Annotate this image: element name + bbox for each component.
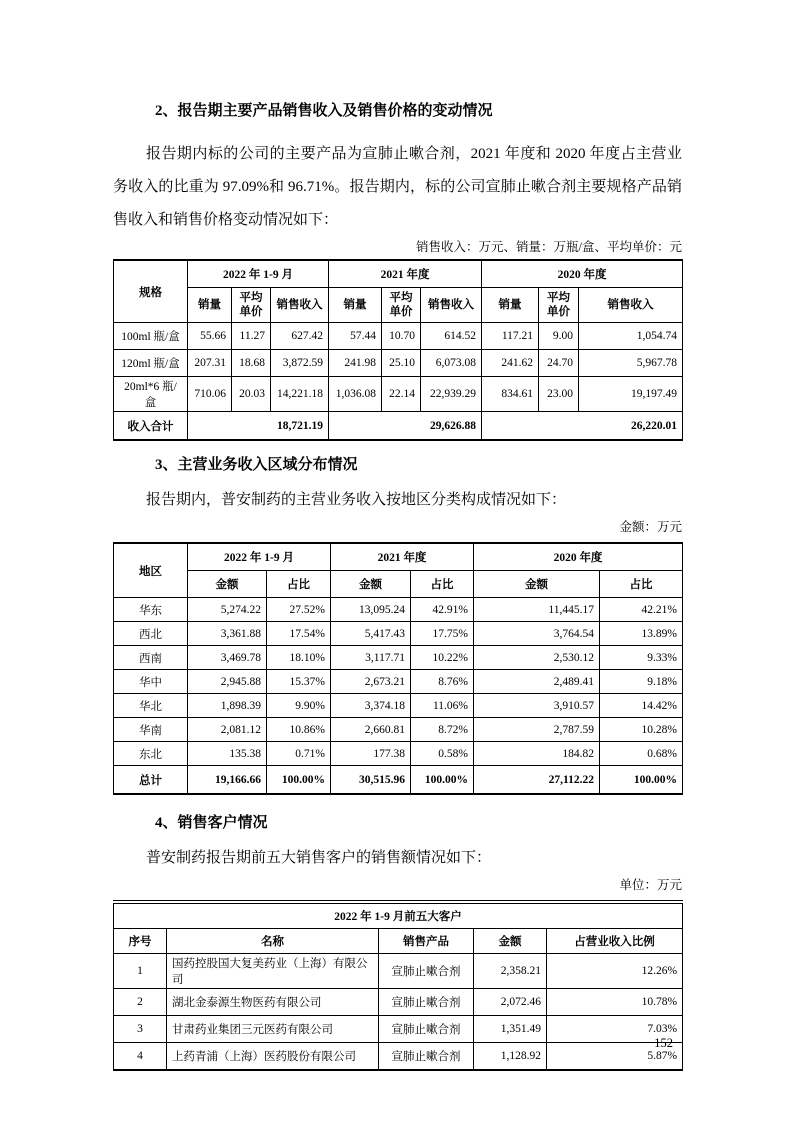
sub-header: 占比 xyxy=(600,571,683,598)
table-row xyxy=(114,598,683,622)
table-cell: 2,787.59 xyxy=(474,718,600,742)
table-cell: 207.31 xyxy=(188,350,232,377)
table-cell: 834.61 xyxy=(482,377,539,412)
total-value: 18,721.19 xyxy=(188,412,329,441)
table-cell: 甘肃药业集团三元医药有限公司 xyxy=(167,1016,379,1043)
column-header: 序号 xyxy=(114,929,167,954)
table-header-row xyxy=(114,543,683,571)
sub-header: 占比 xyxy=(411,571,474,598)
table-cell: 14,221.18 xyxy=(271,377,329,412)
table-cell: 184.82 xyxy=(474,742,600,766)
total-value: 26,220.01 xyxy=(482,412,683,441)
table-cell: 东北 xyxy=(114,742,188,766)
column-header: 地区 xyxy=(114,543,188,598)
table-cell: 2 xyxy=(114,989,167,1016)
section-heading-customers: 4、销售客户情况 xyxy=(155,815,268,831)
table-cell: 国药控股国大复美药业（上海）有限公司 xyxy=(167,954,379,989)
table-cell: 12.26% xyxy=(547,954,683,989)
table-cell: 42.91% xyxy=(411,598,474,622)
sub-header: 平均单价 xyxy=(539,288,579,323)
column-header: 占营业收入比例 xyxy=(547,929,683,954)
total-value: 27,112.22 xyxy=(474,766,600,795)
unit-note-customers: 单位：万元 xyxy=(619,878,682,892)
table-cell: 0.71% xyxy=(267,742,331,766)
table-cell: 10.70 xyxy=(382,323,421,350)
table-cell: 120ml 瓶/盒 xyxy=(114,350,188,377)
table-cell: 27.52% xyxy=(267,598,331,622)
table-cell: 1,036.08 xyxy=(329,377,382,412)
paragraph-products: 报告期内标的公司的主要产品为宣肺止嗽合剂，2021 年度和 2020 年度占主营业务收入的比重为 97.09%和 96.71%。报告期内，标的公司宣肺止嗽合剂主要规格产品销售收入和销售价格变动情况如下： xyxy=(113,146,682,228)
table-cell: 宣肺止嗽合剂 xyxy=(379,1043,474,1071)
sub-header: 销量 xyxy=(329,288,382,323)
table-cell: 24.70 xyxy=(539,350,579,377)
unit-note-regions: 金额：万元 xyxy=(619,520,682,534)
table-cell: 23.00 xyxy=(539,377,579,412)
sub-header: 销售收入 xyxy=(421,288,482,323)
table-cell: 20ml*6 瓶/盒 xyxy=(114,377,188,412)
total-label: 总计 xyxy=(114,766,188,795)
sub-header: 销售收入 xyxy=(271,288,329,323)
table-cell: 华南 xyxy=(114,718,188,742)
table-cell: 7.03% xyxy=(547,1016,683,1043)
table-cell: 西北 xyxy=(114,622,188,646)
table-cell: 20.03 xyxy=(232,377,271,412)
table-cell: 10.28% xyxy=(600,718,683,742)
table-header-row xyxy=(114,260,683,288)
product-sales-table xyxy=(113,259,683,441)
table-cell: 17.54% xyxy=(267,622,331,646)
sub-header: 销量 xyxy=(482,288,539,323)
sub-header: 平均单价 xyxy=(232,288,271,323)
table-row xyxy=(114,742,683,766)
table-cell: 2,081.12 xyxy=(188,718,267,742)
table-cell: 6,073.08 xyxy=(421,350,482,377)
table-cell: 2,358.21 xyxy=(474,954,547,989)
table-cell: 1,898.39 xyxy=(188,694,267,718)
total-label: 收入合计 xyxy=(114,412,188,441)
total-value: 30,515.96 xyxy=(331,766,411,795)
table-cell: 710.06 xyxy=(188,377,232,412)
table-cell: 西南 xyxy=(114,646,188,670)
total-value: 100.00% xyxy=(600,766,683,795)
table-cell: 3,117.71 xyxy=(331,646,411,670)
table-cell: 3,764.54 xyxy=(474,622,600,646)
region-revenue-table xyxy=(113,542,683,795)
table-header-row xyxy=(114,929,683,954)
table-row xyxy=(114,646,683,670)
table-row xyxy=(114,377,683,412)
table-cell: 22,939.29 xyxy=(421,377,482,412)
table-cell: 0.68% xyxy=(600,742,683,766)
table-subheader-row xyxy=(114,571,683,598)
table-cell: 2,945.88 xyxy=(188,670,267,694)
sub-header: 金额 xyxy=(188,571,267,598)
paragraph-regions: 报告期内，普安制药的主营业务收入按地区分类构成情况如下： xyxy=(146,492,567,508)
table-row xyxy=(114,622,683,646)
table-cell: 42.21% xyxy=(600,598,683,622)
table-cell: 5,417.43 xyxy=(331,622,411,646)
table-cell: 241.98 xyxy=(329,350,382,377)
table-cell: 9.33% xyxy=(600,646,683,670)
table-cell: 华北 xyxy=(114,694,188,718)
table-cell: 1,054.74 xyxy=(579,323,683,350)
table-cell: 2,673.21 xyxy=(331,670,411,694)
column-header: 金额 xyxy=(474,929,547,954)
column-header: 名称 xyxy=(167,929,379,954)
table-cell: 宣肺止嗽合剂 xyxy=(379,954,474,989)
table-cell: 10.78% xyxy=(547,989,683,1016)
sub-header: 平均单价 xyxy=(382,288,421,323)
table-cell: 117.21 xyxy=(482,323,539,350)
table-row xyxy=(114,954,683,989)
table-cell: 宣肺止嗽合剂 xyxy=(379,1016,474,1043)
table-cell: 17.75% xyxy=(411,622,474,646)
table-cell: 3,910.57 xyxy=(474,694,600,718)
table-cell: 19,197.49 xyxy=(579,377,683,412)
table-cell: 177.38 xyxy=(331,742,411,766)
table-cell: 0.58% xyxy=(411,742,474,766)
table-cell: 100ml 瓶/盒 xyxy=(114,323,188,350)
table-cell: 2,072.46 xyxy=(474,989,547,1016)
section-heading-regions: 3、主营业务收入区域分布情况 xyxy=(155,457,358,473)
table-cell: 10.22% xyxy=(411,646,474,670)
table-cell: 13.89% xyxy=(600,622,683,646)
period-header: 2021 年度 xyxy=(331,543,474,571)
period-header: 2021 年度 xyxy=(329,260,482,288)
table-cell: 15.37% xyxy=(267,670,331,694)
table-cell: 5,967.78 xyxy=(579,350,683,377)
table-cell: 5.87% xyxy=(547,1043,683,1071)
table-cell: 8.72% xyxy=(411,718,474,742)
table-cell: 1 xyxy=(114,954,167,989)
table-cell: 13,095.24 xyxy=(331,598,411,622)
table-row xyxy=(114,670,683,694)
table-row xyxy=(114,350,683,377)
total-value: 100.00% xyxy=(411,766,474,795)
table-cell: 627.42 xyxy=(271,323,329,350)
total-value: 29,626.88 xyxy=(329,412,482,441)
table-cell: 18.68 xyxy=(232,350,271,377)
table-title: 2022 年 1-9 月前五大客户 xyxy=(114,902,683,929)
table-cell: 3,374.18 xyxy=(331,694,411,718)
unit-note-products: 销售收入：万元、销量：万瓶/盒、平均单价：元 xyxy=(416,240,682,254)
table-cell: 8.76% xyxy=(411,670,474,694)
period-header: 2020 年度 xyxy=(474,543,683,571)
paragraph-customers: 普安制药报告期前五大销售客户的销售额情况如下： xyxy=(146,850,492,866)
table-cell: 9.90% xyxy=(267,694,331,718)
table-row xyxy=(114,718,683,742)
table-cell: 241.62 xyxy=(482,350,539,377)
table-cell: 5,274.22 xyxy=(188,598,267,622)
table-cell: 614.52 xyxy=(421,323,482,350)
table-cell: 湖北金泰源生物医药有限公司 xyxy=(167,989,379,1016)
total-row xyxy=(114,412,683,441)
period-header: 2022 年 1-9 月 xyxy=(188,260,329,288)
table-cell: 3,469.78 xyxy=(188,646,267,670)
sub-header: 金额 xyxy=(331,571,411,598)
period-header: 2020 年度 xyxy=(482,260,683,288)
table-cell: 25.10 xyxy=(382,350,421,377)
sub-header: 占比 xyxy=(267,571,331,598)
column-header: 销售产品 xyxy=(379,929,474,954)
table-cell: 2,530.12 xyxy=(474,646,600,670)
sub-header: 销售收入 xyxy=(579,288,683,323)
section-heading-products: 2、报告期主要产品销售收入及销售价格的变动情况 xyxy=(155,103,493,119)
table-cell: 10.86% xyxy=(267,718,331,742)
table-subheader-row xyxy=(114,288,683,323)
table-cell: 3,361.88 xyxy=(188,622,267,646)
table-cell: 宣肺止嗽合剂 xyxy=(379,989,474,1016)
total-row xyxy=(114,766,683,795)
table-row xyxy=(114,694,683,718)
page-content xyxy=(113,0,682,1071)
table-row xyxy=(114,323,683,350)
period-header: 2022 年 1-9 月 xyxy=(188,543,331,571)
table-cell: 11,445.17 xyxy=(474,598,600,622)
table-cell: 22.14 xyxy=(382,377,421,412)
total-value: 100.00% xyxy=(267,766,331,795)
table-cell: 华中 xyxy=(114,670,188,694)
table-cell: 57.44 xyxy=(329,323,382,350)
table-cell: 18.10% xyxy=(267,646,331,670)
table-cell: 2,660.81 xyxy=(331,718,411,742)
table-cell: 14.42% xyxy=(600,694,683,718)
table-cell: 3 xyxy=(114,1016,167,1043)
table-cell: 4 xyxy=(114,1043,167,1071)
table-cell: 9.00 xyxy=(539,323,579,350)
table-cell: 9.18% xyxy=(600,670,683,694)
table-cell: 1,351.49 xyxy=(474,1016,547,1043)
sub-header: 销量 xyxy=(188,288,232,323)
table-row xyxy=(114,989,683,1016)
total-value: 19,166.66 xyxy=(188,766,267,795)
table-cell: 135.38 xyxy=(188,742,267,766)
page-number: 152 xyxy=(654,1036,673,1050)
table-cell: 上药青浦（上海）医药股份有限公司 xyxy=(167,1043,379,1071)
table-cell: 3,872.59 xyxy=(271,350,329,377)
table-cell: 11.06% xyxy=(411,694,474,718)
table-cell: 55.66 xyxy=(188,323,232,350)
column-header: 规格 xyxy=(114,260,188,323)
table-cell: 华东 xyxy=(114,598,188,622)
table-title-row xyxy=(114,902,683,929)
sub-header: 金额 xyxy=(474,571,600,598)
table-cell: 2,489.41 xyxy=(474,670,600,694)
table-cell: 11.27 xyxy=(232,323,271,350)
table-cell: 1,128.92 xyxy=(474,1043,547,1071)
